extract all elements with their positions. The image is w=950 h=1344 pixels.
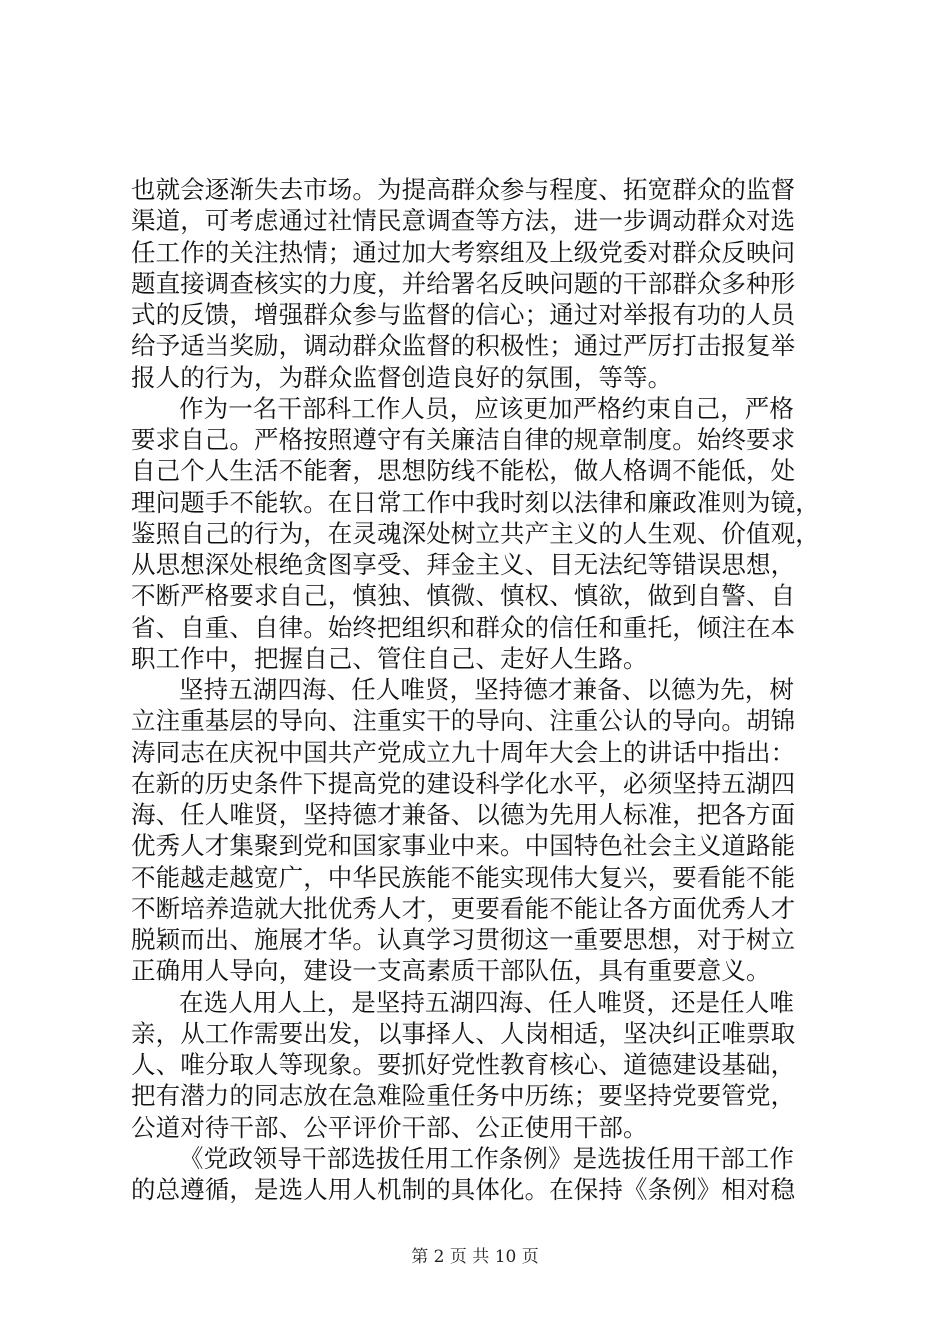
page-footer: 第 2 页 共 10 页 xyxy=(411,1247,539,1267)
text-line: 式的反馈，增强群众参与监督的信心；通过对举报有功的人员 xyxy=(131,300,796,329)
text-line: 要求自己。严格按照遵守有关廉洁自律的规章制度。始终要求 xyxy=(131,425,796,454)
text-line: 不断严格要求自己，慎独、慎微、慎权、慎欲，做到自警、自 xyxy=(131,581,796,611)
text-line: 优秀人才集聚到党和国家事业中来。中国特色社会主义道路能 xyxy=(131,831,796,861)
paragraph-first-line: 《党政领导干部选拔任用工作条例》是选拔任用干部工作 xyxy=(179,1143,794,1173)
text-line: 省、自重、自律。始终把组织和群众的信任和重托，倾注在本 xyxy=(131,612,796,642)
text-line: 涛同志在庆祝中国共产党成立九十周年大会上的讲话中指出： xyxy=(131,737,796,767)
text-line: 任工作的关注热情；通过加大考察组及上级党委对群众反映问 xyxy=(131,237,796,267)
text-line: 把有潜力的同志放在急难险重任务中历练；要坚持党要管党， xyxy=(131,1081,796,1111)
text-line: 题直接调查核实的力度，并给署名反映问题的干部群众多种形 xyxy=(131,268,796,298)
text-line: 脱颖而出、施展才华。认真学习贯彻这一重要思想，对于树立 xyxy=(131,925,796,954)
text-line: 亲，从工作需要出发，以事择人、人岗相适，坚决纠正唯票取 xyxy=(131,1018,796,1048)
text-line: 的总遵循，是选人用人机制的具体化。在保持《条例》相对稳 xyxy=(131,1175,796,1204)
text-line: 正确用人导向，建设一支高素质干部队伍，具有重要意义。 xyxy=(131,956,771,986)
text-line: 人、唯分取人等现象。要抓好党性教育核心、道德建设基础， xyxy=(131,1050,796,1079)
text-line: 在新的历史条件下提高党的建设科学化水平，必须坚持五湖四 xyxy=(131,768,796,798)
text-line: 立注重基层的导向、注重实干的导向、注重公认的导向。胡锦 xyxy=(131,706,796,736)
text-line: 自己个人生活不能奢，思想防线不能松，做人格调不能低，处 xyxy=(131,456,796,486)
paragraph-first-line: 坚持五湖四海、任人唯贤，坚持德才兼备、以德为先，树 xyxy=(179,675,794,704)
text-line: 给予适当奖励，调动群众监督的积极性；通过严厉打击报复举 xyxy=(131,331,796,361)
text-line: 公道对待干部、公平评价干部、公正使用干部。 xyxy=(131,1112,648,1142)
text-line: 报人的行为，为群众监督创造良好的氛围，等等。 xyxy=(131,362,673,392)
text-line: 职工作中，把握自己、管住自己、走好人生路。 xyxy=(131,643,648,673)
text-line: 海、任人唯贤，坚持德才兼备、以德为先用人标准，把各方面 xyxy=(131,800,796,829)
paragraph-first-line: 在选人用人上，是坚持五湖四海、任人唯贤，还是任人唯 xyxy=(179,987,794,1017)
text-line: 也就会逐渐失去市场。为提高群众参与程度、拓宽群众的监督 xyxy=(131,175,796,204)
paragraph-first-line: 作为一名干部科工作人员，应该更加严格约束自己，严格 xyxy=(179,393,794,423)
document-body xyxy=(131,174,831,1205)
text-line: 不能越走越宽广，中华民族能不能实现伟大复兴，要看能不能 xyxy=(131,862,796,892)
text-line: 不断培养造就大批优秀人才，更要看能不能让各方面优秀人才 xyxy=(131,893,796,923)
text-line: 渠道，可考虑通过社情民意调查等方法，进一步调动群众对选 xyxy=(131,206,796,236)
text-line: 从思想深处根绝贪图享受、拜金主义、目无法纪等错误思想， xyxy=(131,550,796,579)
text-line: 理问题手不能软。在日常工作中我时刻以法律和廉政准则为镜， xyxy=(131,487,820,517)
text-line: 鉴照自己的行为，在灵魂深处树立共产主义的人生观、价值观， xyxy=(131,518,820,548)
